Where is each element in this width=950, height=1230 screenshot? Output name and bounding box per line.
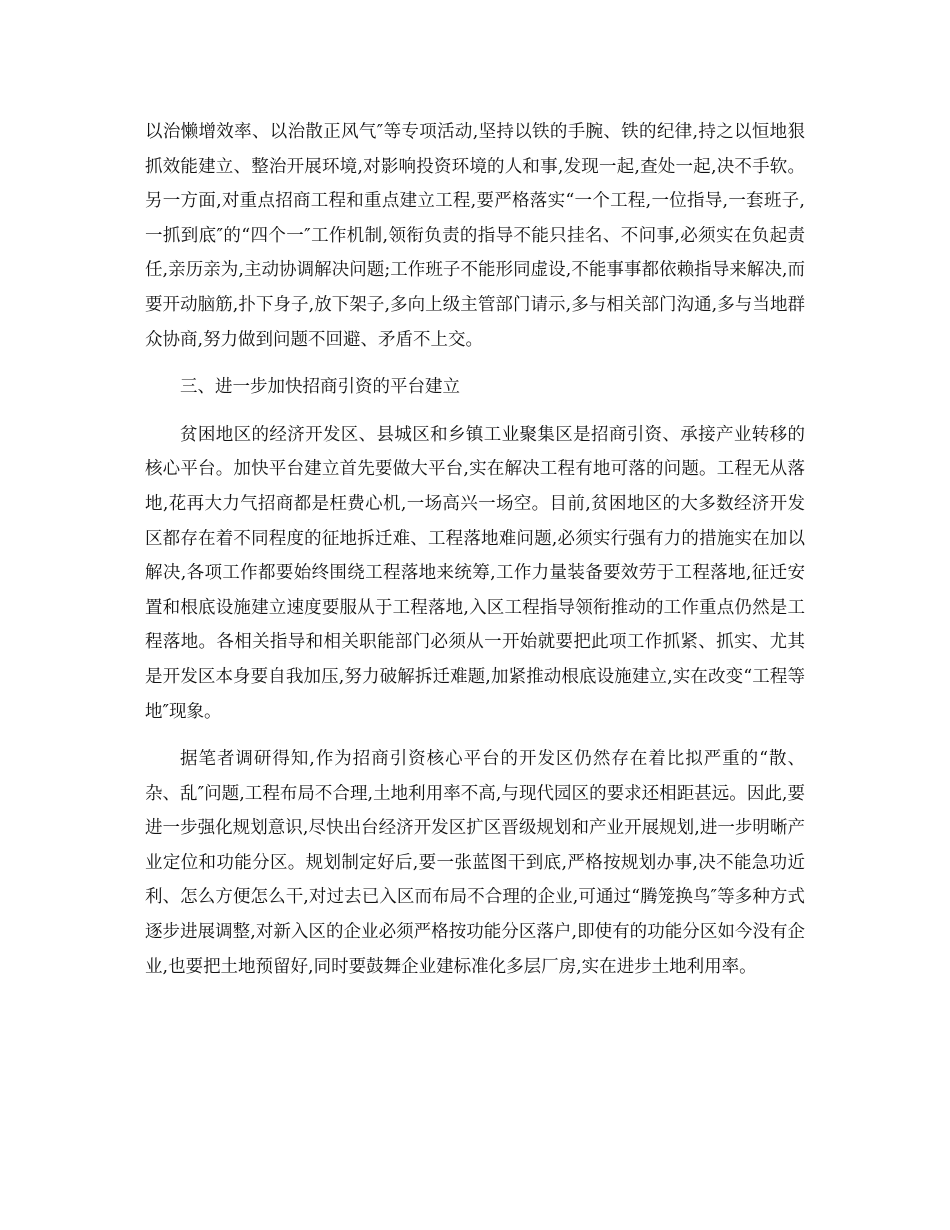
body-paragraph-efficiency: 以治懒增效率、以治散正风气″等专项活动,坚持以铁的手腕、铁的纪律,持之以恒地狠抓效能建立、整治开展环境,对影响投资环境的人和事,发现一起,查处一起,决不手软。另一方面,对重点招商工程和重点建立工程,要严格落实“一个工程,一位指导,一套班子,一抓到底″的“四个一″工作机制,领衔负责的指导不能只挂名、不问事,必须实在负起责任,亲历亲为,主动协调解决问题;工作班子不能形同虚设,不能事事都依赖指导来解决,而要开动脑筋,扑下身子,放下架子,多向上级主管部门请示,多与相关部门沟通,多与当地群众协商,努力做到问题不回避、矛盾不上交。 — [145, 122, 805, 350]
section-heading-platform: 三、进一步加快招商引资的平台建立 — [180, 377, 460, 398]
document-page — [145, 115, 805, 997]
body-paragraph-planning: 据笔者调研得知,作为招商引资核心平台的开发区仍然存在着比拟严重的“散、杂、乱″问题,工程布局不合理,土地利用率不高,与现代园区的要求还相距甚远。因此,要进一步强化规划意识,尽快出台经济开发区扩区晋级规划和产业开展规划,进一步明晰产业定位和功能分区。规划制定好后,要一张蓝图干到底,严格按规划办事,决不能急功近利、怎么方便怎么干,对过去已入区而布局不合理的企业,可通过“腾笼换鸟″等多种方式逐步进展调整,对新入区的企业必须严格按功能分区落户,即使有的功能分区如今没有企业,也要把土地预留好,同时要鼓舞企业建标准化多层厂房,实在进步土地利用率。 — [145, 749, 805, 977]
body-paragraph-platform: 贫困地区的经济开发区、县城区和乡镇工业聚集区是招商引资、承接产业转移的核心平台。加快平台建立首先要做大平台,实在解决工程有地可落的问题。工程无从落地,花再大力气招商都是枉费心机,一场高兴一场空。目前,贫困地区的大多数经济开发区都存在着不同程度的征地拆迁难、工程落地难问题,必须实行强有力的措施实在加以解决,各项工作都要始终围绕工程落地来统筹,工作力量装备要效劳于工程落地,征迁安置和根底设施建立速度要服从于工程落地,入区工程指导领衔推动的工作重点仍然是工程落地。各相关指导和相关职能部门必须从一开始就要把此项工作抓紧、抓实、尤其是开发区本身要自我加压,努力破解拆迁难题,加紧推动根底设施建立,实在改变“工程等地″现象。 — [145, 424, 805, 722]
